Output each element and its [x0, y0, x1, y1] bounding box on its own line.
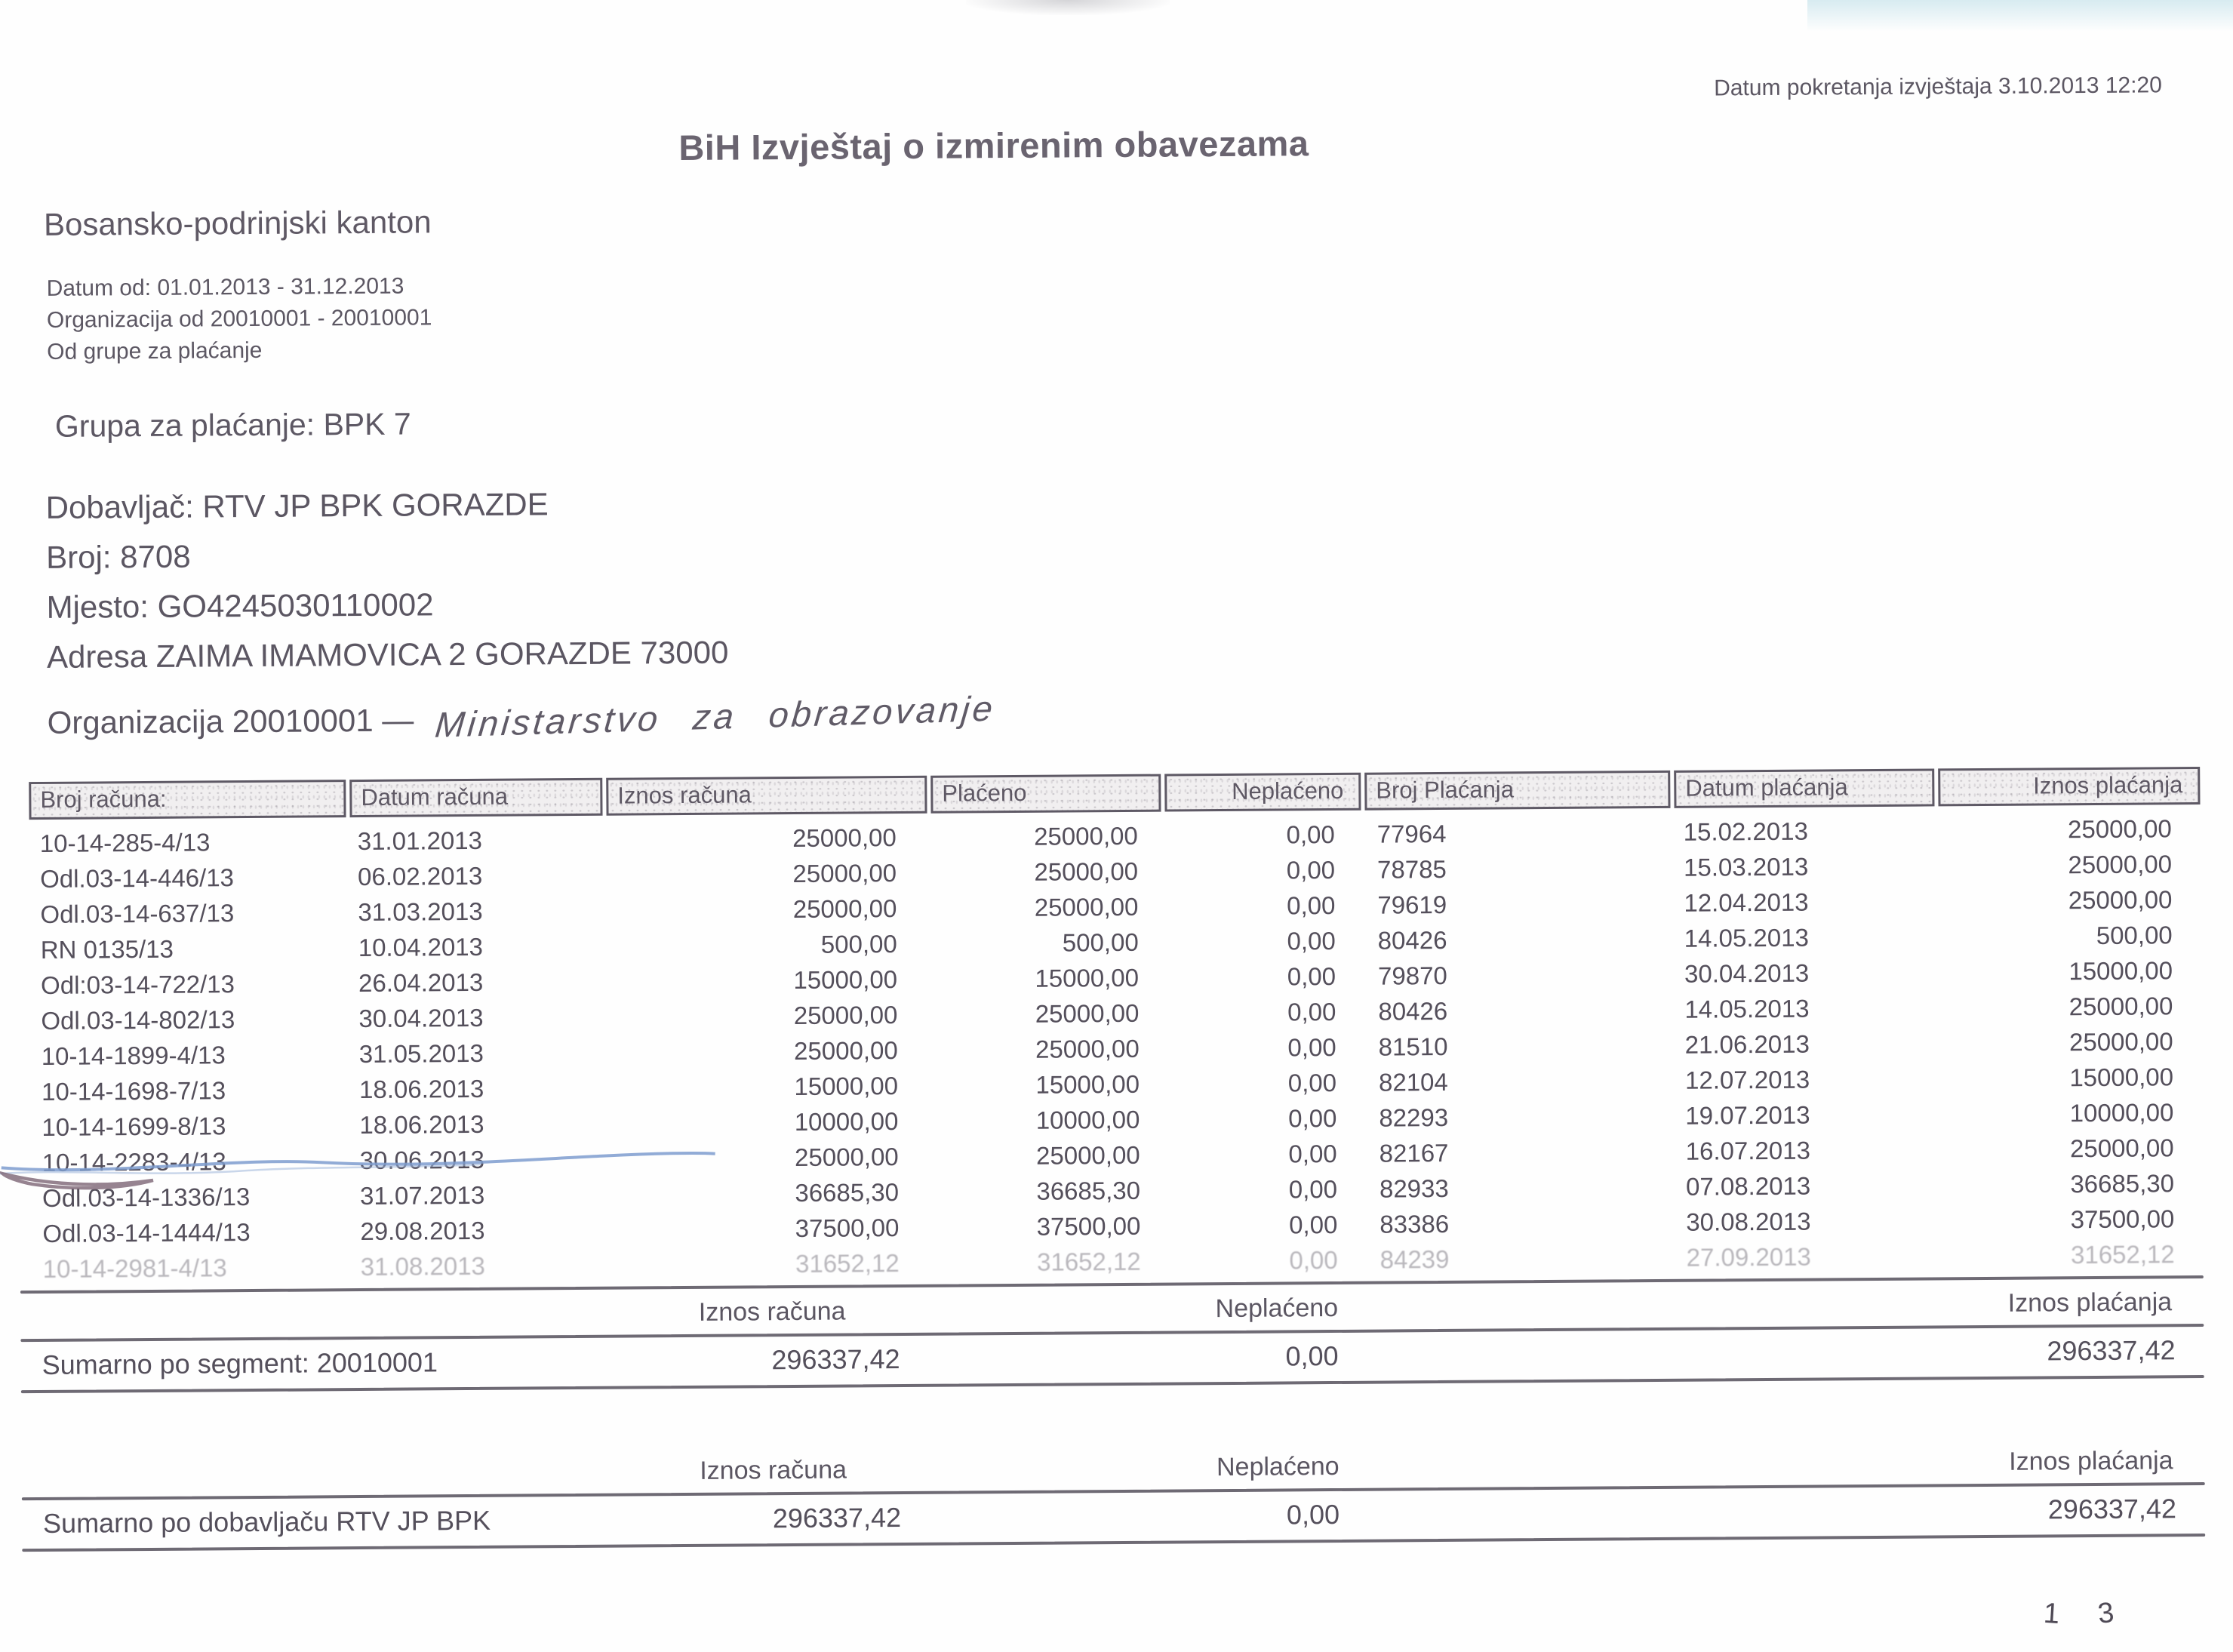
column-header-datum-placanja: Datum plaćanja	[1674, 768, 1934, 808]
cell-neplaceno: 0,00	[1287, 961, 1336, 991]
cell-broj-racuna: Odl.03-14-637/13	[40, 899, 235, 928]
supplier-iznos-placanja: 296337,42	[2047, 1493, 2177, 1525]
cell-iznos-placanja: 500,00	[2096, 921, 2173, 949]
page-number-current: 1	[2042, 1597, 2061, 1631]
cell-placeno: 25000,00	[1034, 857, 1139, 886]
cell-broj-racuna: RN 0135/13	[40, 934, 174, 964]
cell-placeno: 25000,00	[1035, 998, 1140, 1028]
cell-broj-placanja: 80426	[1377, 925, 1447, 955]
cell-broj-placanja: 82933	[1379, 1174, 1449, 1203]
cell-datum-placanja: 15.03.2013	[1683, 852, 1809, 881]
cell-neplaceno: 0,00	[1287, 1032, 1336, 1062]
cell-datum-placanja: 12.04.2013	[1684, 888, 1809, 917]
cell-datum-racuna: 31.03.2013	[358, 897, 483, 927]
cell-broj-placanja: 84239	[1379, 1244, 1450, 1274]
cell-datum-racuna: 30.06.2013	[359, 1145, 485, 1175]
cell-neplaceno: 0,00	[1287, 997, 1336, 1026]
cell-iznos-placanja: 25000,00	[2069, 1134, 2174, 1163]
cell-neplaceno: 0,00	[1288, 1210, 1338, 1239]
page-number-total: 3	[2096, 1596, 2116, 1630]
cell-neplaceno: 0,00	[1286, 820, 1335, 849]
cell-neplaceno: 0,00	[1287, 891, 1336, 920]
cell-iznos-placanja: 25000,00	[2068, 992, 2173, 1021]
cell-iznos-racuna: 25000,00	[792, 823, 897, 853]
cell-datum-racuna: 29.08.2013	[360, 1216, 485, 1246]
supplier-neplaceno: 0,00	[1286, 1498, 1340, 1530]
report-run-date: Datum pokretanja izvještaja 3.10.2013 12:20	[1714, 72, 2162, 101]
cell-iznos-placanja: 25000,00	[2067, 814, 2172, 844]
cell-broj-racuna: 10-14-2981-4/13	[42, 1254, 227, 1283]
cell-datum-placanja: 30.04.2013	[1684, 958, 1810, 988]
cell-datum-racuna: 10.04.2013	[358, 932, 484, 962]
label-iznos-placanja: Iznos plaćanja	[2009, 1446, 2173, 1476]
supplier-address: Adresa ZAIMA IMAMOVICA 2 GORAZDE 73000	[46, 634, 729, 675]
cell-datum-placanja: 21.06.2013	[1684, 1029, 1810, 1059]
supplier-summary-row	[34, 1493, 2205, 1540]
supplier-place: Mjesto: GO4245030110002	[46, 586, 434, 625]
cell-neplaceno: 0,00	[1288, 1174, 1338, 1204]
supplier-block	[45, 478, 728, 682]
column-header-iznos-placanja: Iznos plaćanja	[1938, 767, 2200, 806]
cell-broj-racuna: Odl:03-14-722/13	[40, 970, 235, 999]
payment-group-line: Grupa za plaćanje: BPK 7	[54, 406, 411, 444]
cell-datum-racuna: 18.06.2013	[359, 1109, 484, 1140]
cell-iznos-racuna: 15000,00	[794, 1072, 899, 1100]
cell-iznos-racuna: 15000,00	[793, 965, 898, 994]
cell-iznos-racuna: 25000,00	[792, 894, 897, 924]
cell-broj-racuna: Odl.03-14-1336/13	[42, 1183, 251, 1212]
column-header-datum-racuna: Datum računa	[349, 778, 602, 817]
cell-iznos-placanja: 10000,00	[2069, 1098, 2174, 1127]
segment-summary-label: Sumarno po segment: 20010001	[42, 1346, 438, 1380]
label-iznos-placanja: Iznos plaćanja	[2007, 1287, 2173, 1318]
cell-placeno: 25000,00	[1033, 821, 1138, 851]
cell-broj-placanja: 81510	[1378, 1032, 1448, 1061]
cell-broj-placanja: 79619	[1377, 890, 1447, 919]
column-header-neplaceno: Neplaćeno	[1164, 773, 1361, 812]
cell-iznos-racuna: 25000,00	[792, 859, 897, 888]
cell-iznos-racuna: 25000,00	[793, 1036, 898, 1065]
cell-neplaceno: 0,00	[1288, 1139, 1337, 1168]
cell-broj-racuna: 10-14-1698-7/13	[41, 1076, 226, 1106]
cell-broj-placanja: 79870	[1377, 961, 1447, 990]
supplier-number: Broj: 8708	[45, 538, 191, 575]
cell-broj-placanja: 82293	[1379, 1103, 1449, 1132]
cell-placeno: 25000,00	[1035, 1140, 1140, 1170]
cell-placeno: 10000,00	[1035, 1105, 1140, 1134]
cell-datum-racuna: 30.04.2013	[358, 1003, 484, 1033]
cell-broj-placanja: 83386	[1379, 1209, 1450, 1238]
organization-printed: Organizacija 20010001 —	[47, 702, 414, 740]
cell-placeno: 36685,30	[1036, 1176, 1141, 1205]
region-title: Bosansko-podrinjski kanton	[43, 204, 432, 242]
cell-placeno: 25000,00	[1034, 892, 1139, 921]
cell-iznos-placanja: 15000,00	[2069, 1063, 2174, 1092]
organization-line	[47, 688, 998, 745]
table-header-row	[29, 767, 2200, 820]
cell-datum-placanja: 07.08.2013	[1685, 1171, 1811, 1201]
cell-iznos-placanja: 25000,00	[2068, 1027, 2173, 1057]
cell-datum-placanja: 19.07.2013	[1685, 1100, 1810, 1130]
cell-placeno: 31652,12	[1036, 1247, 1141, 1276]
segment-summary-row	[32, 1334, 2204, 1381]
cell-iznos-racuna: 36685,30	[795, 1178, 900, 1207]
cell-neplaceno: 0,00	[1286, 855, 1336, 884]
cell-broj-racuna: 10-14-2283-4/13	[42, 1147, 226, 1177]
cell-placeno: 37500,00	[1036, 1211, 1141, 1241]
filter-date-range: Datum od: 01.01.2013 - 31.12.2013	[46, 273, 404, 301]
cell-broj-racuna: Odl.03-14-1444/13	[42, 1218, 251, 1247]
payments-table	[29, 767, 2204, 1287]
cell-datum-racuna: 18.06.2013	[358, 1074, 484, 1104]
column-header-iznos-racuna: Iznos računa	[606, 776, 927, 816]
label-neplaceno: Neplaćeno	[1215, 1293, 1339, 1324]
cell-broj-placanja: 80426	[1378, 996, 1448, 1026]
cell-iznos-racuna: 37500,00	[795, 1214, 900, 1242]
cell-neplaceno: 0,00	[1287, 1068, 1337, 1097]
page-title: BiH Izvještaj o izmirenim obavezama	[678, 123, 1309, 168]
cell-placeno: 25000,00	[1035, 1034, 1140, 1063]
cell-datum-racuna: 31.01.2013	[357, 826, 483, 856]
label-neplaceno: Neplaćeno	[1216, 1451, 1339, 1482]
cell-datum-placanja: 14.05.2013	[1684, 923, 1810, 952]
cell-datum-placanja: 30.08.2013	[1686, 1207, 1811, 1236]
segment-iznos-racuna: 296337,42	[771, 1343, 900, 1376]
cell-datum-racuna: 31.08.2013	[360, 1251, 486, 1281]
cell-broj-placanja: 77964	[1376, 819, 1447, 848]
cell-iznos-racuna: 10000,00	[794, 1107, 899, 1136]
organization-handwritten-note: Ministarstvo za obrazovanje	[432, 688, 998, 745]
cell-broj-racuna: 10-14-1699-8/13	[42, 1112, 226, 1141]
supplier-iznos-racuna: 296337,42	[772, 1502, 902, 1534]
cell-datum-placanja: 16.07.2013	[1685, 1136, 1810, 1165]
cell-iznos-placanja: 25000,00	[2068, 885, 2173, 915]
cell-iznos-placanja: 37500,00	[2070, 1204, 2175, 1234]
cell-datum-placanja: 12.07.2013	[1684, 1065, 1810, 1094]
cell-iznos-racuna: 500,00	[820, 930, 897, 958]
cell-datum-placanja: 15.02.2013	[1683, 817, 1809, 846]
cell-iznos-placanja: 15000,00	[2068, 956, 2173, 986]
supplier-summary-label: Sumarno po dobavljaču RTV JP BPK	[42, 1504, 491, 1539]
segment-neplaceno: 0,00	[1285, 1340, 1339, 1372]
cell-neplaceno: 0,00	[1288, 1103, 1337, 1133]
label-iznos-racuna: Iznos računa	[700, 1455, 847, 1485]
cell-datum-racuna: 31.07.2013	[359, 1180, 485, 1211]
cell-iznos-placanja: 31652,12	[2070, 1240, 2175, 1269]
cell-broj-racuna: Odl.03-14-802/13	[41, 1005, 235, 1035]
cell-broj-racuna: 10-14-1899-4/13	[41, 1041, 226, 1070]
label-iznos-racuna: Iznos računa	[698, 1297, 846, 1327]
cell-iznos-racuna: 31652,12	[795, 1249, 900, 1278]
cell-iznos-placanja: 36685,30	[2070, 1169, 2175, 1198]
cell-neplaceno: 0,00	[1289, 1245, 1338, 1275]
filter-payment-group: Od grupe za plaćanje	[47, 337, 263, 365]
cell-datum-placanja: 14.05.2013	[1684, 994, 1810, 1023]
report-filters	[47, 270, 432, 368]
segment-iznos-placanja: 296337,42	[2047, 1334, 2176, 1367]
column-header-broj-racuna: Broj računa:	[29, 780, 346, 820]
table-body	[29, 811, 2204, 1287]
column-header-placeno: Plaćeno	[930, 774, 1161, 814]
cell-placeno: 15000,00	[1035, 1069, 1140, 1099]
cell-neplaceno: 0,00	[1287, 926, 1336, 955]
cell-datum-racuna: 31.05.2013	[358, 1038, 484, 1069]
cell-broj-racuna: Odl.03-14-446/13	[39, 863, 235, 893]
cell-broj-placanja: 78785	[1376, 854, 1447, 884]
cell-broj-placanja: 82167	[1379, 1138, 1449, 1167]
cell-placeno: 500,00	[1062, 928, 1139, 957]
cell-iznos-racuna: 25000,00	[793, 1001, 898, 1029]
supplier-name: Dobavljač: RTV JP BPK GORAZDE	[45, 486, 549, 525]
cell-datum-racuna: 26.04.2013	[358, 968, 484, 998]
cell-datum-placanja: 27.09.2013	[1686, 1242, 1811, 1272]
cell-iznos-racuna: 25000,00	[794, 1143, 899, 1171]
cell-broj-racuna: 10-14-285-4/13	[39, 828, 211, 857]
filter-organization-range: Organizacija od 20010001 - 20010001	[46, 305, 432, 333]
column-header-broj-placanja: Broj Plaćanja	[1364, 771, 1670, 811]
cell-iznos-placanja: 25000,00	[2068, 850, 2173, 879]
cell-datum-racuna: 06.02.2013	[357, 861, 483, 891]
cell-placeno: 15000,00	[1035, 963, 1140, 992]
cell-broj-placanja: 82104	[1378, 1067, 1448, 1097]
